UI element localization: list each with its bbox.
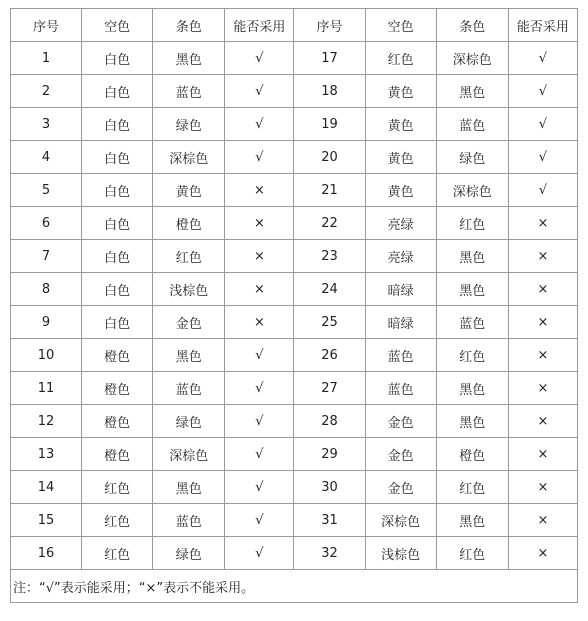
usable-cell: √ (508, 42, 577, 75)
usable-cell: × (225, 174, 294, 207)
serial-cell: 10 (11, 339, 82, 372)
background-color-cell: 红色 (365, 42, 436, 75)
usable-cell: √ (508, 108, 577, 141)
header-serial-right: 序号 (294, 9, 365, 42)
serial-cell: 22 (294, 207, 365, 240)
bar-color-cell: 黑色 (153, 339, 225, 372)
serial-cell: 9 (11, 306, 82, 339)
serial-cell: 3 (11, 108, 82, 141)
usable-cell: √ (225, 405, 294, 438)
bar-color-cell: 深棕色 (153, 438, 225, 471)
bar-color-cell: 蓝色 (436, 108, 508, 141)
bar-color-cell: 绿色 (153, 537, 225, 570)
background-color-cell: 红色 (82, 537, 153, 570)
usable-cell: √ (508, 174, 577, 207)
serial-cell: 7 (11, 240, 82, 273)
table-row (11, 108, 578, 141)
usable-cell: √ (508, 75, 577, 108)
usable-cell: √ (225, 42, 294, 75)
header-background-color-left: 空色 (82, 9, 153, 42)
bar-color-cell: 深棕色 (436, 174, 508, 207)
serial-cell: 28 (294, 405, 365, 438)
table-row (11, 75, 578, 108)
serial-cell: 15 (11, 504, 82, 537)
table-header-row (11, 9, 578, 42)
background-color-cell: 黄色 (365, 141, 436, 174)
background-color-cell: 蓝色 (365, 339, 436, 372)
bar-color-cell: 黑色 (436, 75, 508, 108)
bar-color-cell: 黑色 (153, 471, 225, 504)
header-usable-right: 能否采用 (508, 9, 577, 42)
bar-color-cell: 绿色 (153, 108, 225, 141)
serial-cell: 27 (294, 372, 365, 405)
serial-cell: 6 (11, 207, 82, 240)
usable-cell: × (508, 504, 577, 537)
background-color-cell: 黄色 (365, 108, 436, 141)
serial-cell: 18 (294, 75, 365, 108)
note-row (11, 570, 578, 603)
table-row (11, 372, 578, 405)
background-color-cell: 白色 (82, 108, 153, 141)
header-usable-left: 能否采用 (225, 9, 294, 42)
background-color-cell: 白色 (82, 42, 153, 75)
usable-cell: √ (225, 471, 294, 504)
table-note: 注：“√”表示能采用；“×”表示不能采用。 (11, 570, 578, 603)
serial-cell: 25 (294, 306, 365, 339)
bar-color-cell: 橙色 (153, 207, 225, 240)
usable-cell: × (508, 372, 577, 405)
serial-cell: 13 (11, 438, 82, 471)
background-color-cell: 红色 (82, 504, 153, 537)
serial-cell: 11 (11, 372, 82, 405)
usable-cell: × (225, 273, 294, 306)
background-color-cell: 白色 (82, 174, 153, 207)
serial-cell: 29 (294, 438, 365, 471)
usable-cell: √ (225, 108, 294, 141)
table-row (11, 471, 578, 504)
header-bar-color-right: 条色 (436, 9, 508, 42)
serial-cell: 14 (11, 471, 82, 504)
usable-cell: × (508, 438, 577, 471)
usable-cell: × (508, 339, 577, 372)
background-color-cell: 浅棕色 (365, 537, 436, 570)
background-color-cell: 黄色 (365, 75, 436, 108)
table-row (11, 141, 578, 174)
bar-color-cell: 蓝色 (436, 306, 508, 339)
background-color-cell: 深棕色 (365, 504, 436, 537)
usable-cell: × (508, 405, 577, 438)
serial-cell: 26 (294, 339, 365, 372)
serial-cell: 19 (294, 108, 365, 141)
bar-color-cell: 浅棕色 (153, 273, 225, 306)
bar-color-cell: 红色 (436, 537, 508, 570)
usable-cell: × (508, 306, 577, 339)
serial-cell: 24 (294, 273, 365, 306)
serial-cell: 4 (11, 141, 82, 174)
table-row (11, 174, 578, 207)
bar-color-cell: 红色 (436, 471, 508, 504)
table-body (11, 42, 578, 570)
table-row (11, 240, 578, 273)
background-color-cell: 橙色 (82, 372, 153, 405)
background-color-cell: 亮绿 (365, 240, 436, 273)
bar-color-cell: 深棕色 (153, 141, 225, 174)
background-color-cell: 橙色 (82, 438, 153, 471)
bar-color-cell: 黑色 (436, 504, 508, 537)
usable-cell: √ (225, 438, 294, 471)
bar-color-cell: 黄色 (153, 174, 225, 207)
table-row (11, 438, 578, 471)
usable-cell: √ (225, 504, 294, 537)
background-color-cell: 金色 (365, 405, 436, 438)
background-color-cell: 白色 (82, 207, 153, 240)
background-color-cell: 暗绿 (365, 273, 436, 306)
bar-color-cell: 黑色 (436, 273, 508, 306)
bar-color-cell: 绿色 (153, 405, 225, 438)
bar-color-cell: 橙色 (436, 438, 508, 471)
usable-cell: × (225, 306, 294, 339)
bar-color-cell: 蓝色 (153, 372, 225, 405)
usable-cell: × (225, 240, 294, 273)
serial-cell: 20 (294, 141, 365, 174)
usable-cell: √ (225, 339, 294, 372)
background-color-cell: 金色 (365, 471, 436, 504)
bar-color-cell: 蓝色 (153, 504, 225, 537)
serial-cell: 12 (11, 405, 82, 438)
usable-cell: √ (225, 141, 294, 174)
serial-cell: 17 (294, 42, 365, 75)
bar-color-cell: 绿色 (436, 141, 508, 174)
bar-color-cell: 红色 (153, 240, 225, 273)
table-row (11, 207, 578, 240)
serial-cell: 2 (11, 75, 82, 108)
background-color-cell: 红色 (82, 471, 153, 504)
background-color-cell: 白色 (82, 273, 153, 306)
usable-cell: × (508, 537, 577, 570)
usable-cell: × (508, 207, 577, 240)
background-color-cell: 橙色 (82, 339, 153, 372)
bar-color-cell: 红色 (436, 339, 508, 372)
usable-cell: √ (225, 75, 294, 108)
serial-cell: 30 (294, 471, 365, 504)
color-combination-table (10, 8, 578, 603)
bar-color-cell: 深棕色 (436, 42, 508, 75)
background-color-cell: 暗绿 (365, 306, 436, 339)
table-row (11, 504, 578, 537)
background-color-cell: 白色 (82, 306, 153, 339)
usable-cell: √ (225, 372, 294, 405)
table-row (11, 537, 578, 570)
table-row (11, 339, 578, 372)
header-background-color-right: 空色 (365, 9, 436, 42)
background-color-cell: 黄色 (365, 174, 436, 207)
serial-cell: 32 (294, 537, 365, 570)
serial-cell: 31 (294, 504, 365, 537)
usable-cell: × (225, 207, 294, 240)
bar-color-cell: 红色 (436, 207, 508, 240)
table-row (11, 42, 578, 75)
background-color-cell: 橙色 (82, 405, 153, 438)
bar-color-cell: 黑色 (436, 240, 508, 273)
serial-cell: 16 (11, 537, 82, 570)
usable-cell: × (508, 471, 577, 504)
bar-color-cell: 蓝色 (153, 75, 225, 108)
serial-cell: 5 (11, 174, 82, 207)
table-row (11, 273, 578, 306)
table-row (11, 306, 578, 339)
usable-cell: √ (225, 537, 294, 570)
background-color-cell: 金色 (365, 438, 436, 471)
table-row (11, 405, 578, 438)
header-serial-left: 序号 (11, 9, 82, 42)
bar-color-cell: 黑色 (436, 405, 508, 438)
background-color-cell: 亮绿 (365, 207, 436, 240)
background-color-cell: 白色 (82, 141, 153, 174)
usable-cell: × (508, 240, 577, 273)
serial-cell: 23 (294, 240, 365, 273)
header-bar-color-left: 条色 (153, 9, 225, 42)
bar-color-cell: 黑色 (153, 42, 225, 75)
serial-cell: 1 (11, 42, 82, 75)
serial-cell: 8 (11, 273, 82, 306)
bar-color-cell: 黑色 (436, 372, 508, 405)
background-color-cell: 白色 (82, 240, 153, 273)
usable-cell: √ (508, 141, 577, 174)
bar-color-cell: 金色 (153, 306, 225, 339)
serial-cell: 21 (294, 174, 365, 207)
background-color-cell: 蓝色 (365, 372, 436, 405)
usable-cell: × (508, 273, 577, 306)
background-color-cell: 白色 (82, 75, 153, 108)
